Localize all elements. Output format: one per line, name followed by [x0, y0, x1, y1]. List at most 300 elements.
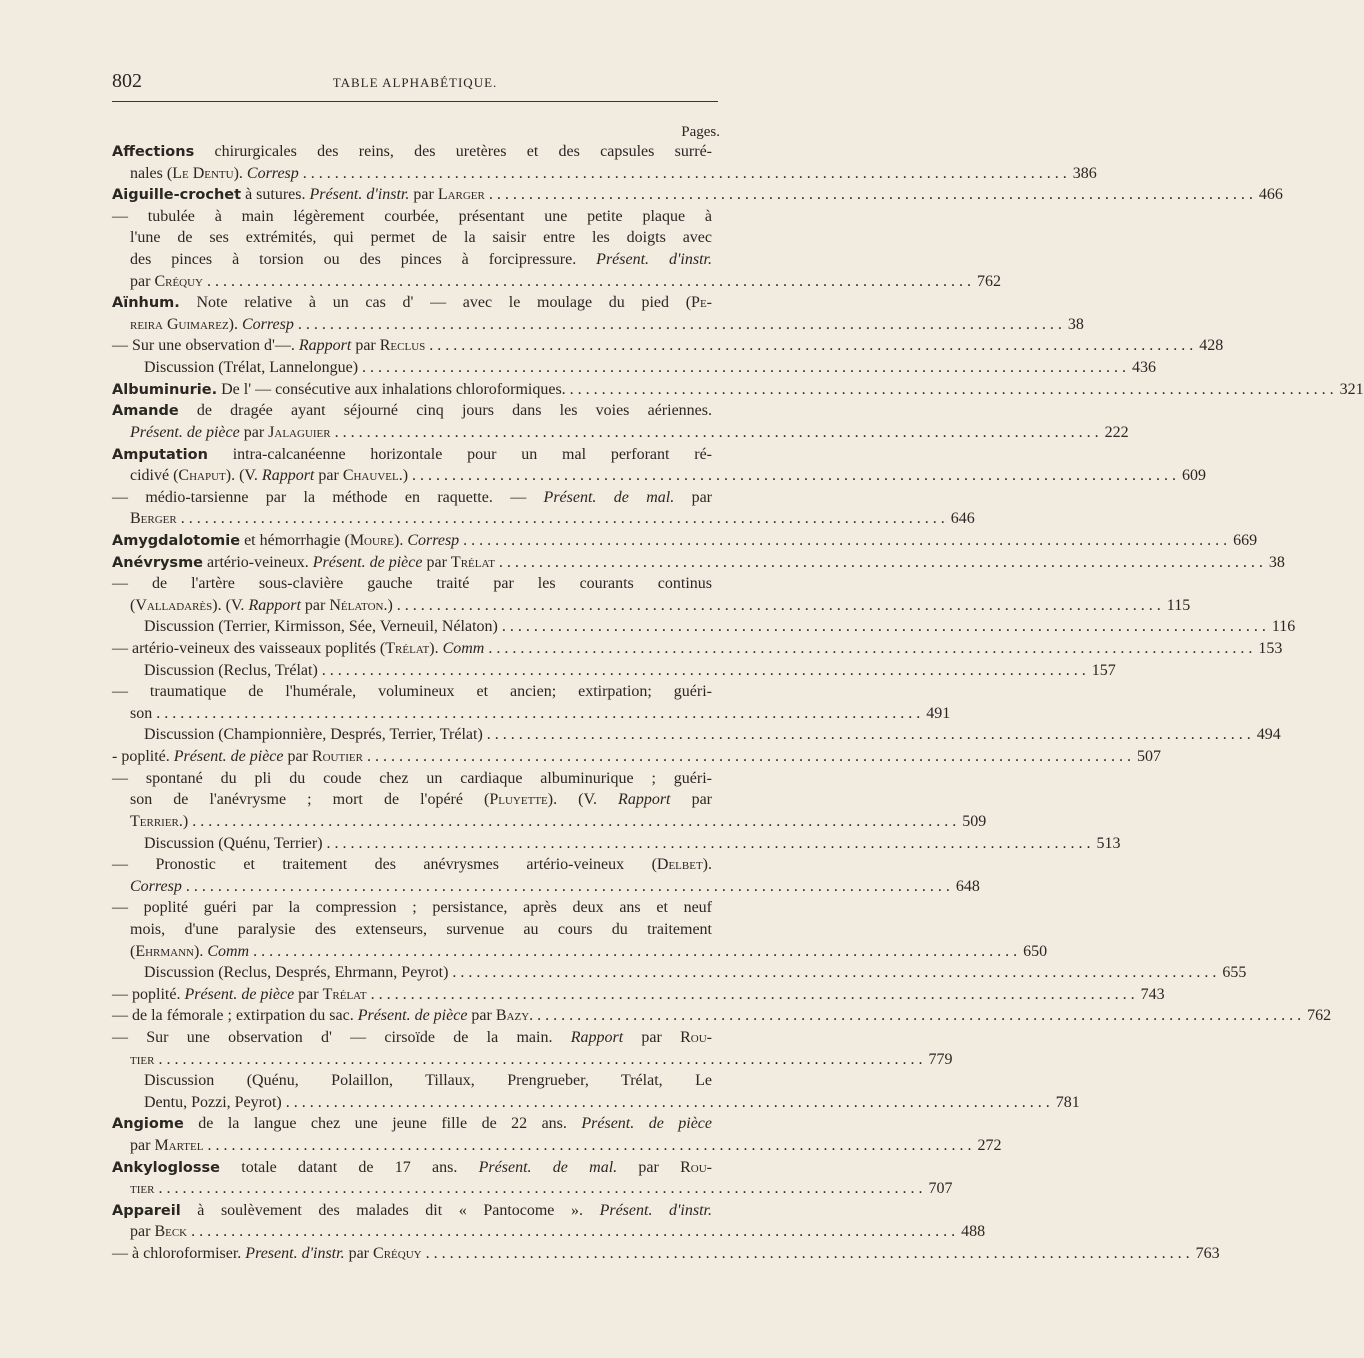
- index-entries: [112, 141, 1364, 1265]
- author-name: Pluyette: [489, 791, 548, 809]
- entry-text: — traumatique de l'humérale, volumineux et ancien; extirpation; guéri-: [112, 683, 712, 701]
- pages-column-label: Pages.: [681, 124, 720, 140]
- author-name: Rou-: [680, 1028, 712, 1046]
- index-line-text: [112, 1027, 712, 1049]
- entry-text: intra-calcanéenne horizontale pour un mal perforant ré-: [207, 445, 712, 463]
- dot-leader: [425, 335, 1193, 357]
- index-line-text: [130, 227, 712, 249]
- page-reference: 488: [961, 1223, 986, 1241]
- index-line: [112, 552, 1285, 574]
- entry-text: par: [623, 1028, 681, 1046]
- index-line-text: [130, 876, 182, 898]
- index-line: [112, 184, 1283, 206]
- author-name: (Valladarès: [130, 596, 213, 614]
- index-line-text: [112, 184, 485, 207]
- entry-text: par: [670, 791, 712, 809]
- entry-text: ).: [194, 942, 208, 960]
- author-name: Chaput: [178, 467, 226, 485]
- index-line: [112, 573, 712, 595]
- entry-headword: Amande: [112, 403, 179, 420]
- dot-leader: [154, 1049, 922, 1071]
- entry-text: par: [130, 272, 155, 290]
- index-line: [112, 1200, 712, 1222]
- entry-text: par: [294, 985, 323, 1003]
- page-reference: 153: [1258, 640, 1283, 658]
- page-reference: 507: [1136, 748, 1161, 766]
- entry-headword: Appareil: [112, 1202, 181, 1219]
- entry-text: par: [617, 1158, 681, 1176]
- entry-headword: Amygdalotomie: [112, 532, 241, 549]
- index-line: [112, 1157, 712, 1179]
- entry-text: Discussion (Reclus, Trélat): [144, 661, 318, 679]
- index-line: [112, 530, 1258, 552]
- page-reference: 157: [1091, 661, 1116, 679]
- entry-text: — poplité guéri par la compression ; persistance, après deux ans et neuf: [112, 899, 712, 917]
- index-line: [112, 681, 712, 703]
- entry-text: par: [300, 596, 330, 614]
- index-line: [112, 206, 712, 228]
- dot-leader: [485, 184, 1253, 206]
- page-reference: 648: [955, 877, 980, 895]
- index-line: [112, 724, 1281, 746]
- dot-leader: [484, 638, 1252, 660]
- entry-text: Discussion (Championnière, Després, Terrier, Trélat): [144, 726, 483, 744]
- index-line-text: [112, 1243, 422, 1265]
- entry-text: par: [130, 1137, 155, 1155]
- index-line: [112, 897, 712, 919]
- page-reference: 38: [1268, 553, 1285, 571]
- entry-text: par: [283, 748, 312, 766]
- dot-leader: [249, 941, 1017, 963]
- index-line-text: [112, 335, 425, 357]
- index-line: [112, 335, 1224, 357]
- entry-text: — Sur une observation d'—.: [112, 337, 299, 355]
- entry-type: Rapport: [298, 337, 352, 355]
- index-line-text: [130, 465, 408, 487]
- page-reference: 509: [962, 812, 987, 830]
- index-line-text: [112, 746, 363, 768]
- index-line: [112, 768, 712, 790]
- entry-headword: Angiome: [112, 1116, 184, 1133]
- index-line: [112, 1243, 1220, 1265]
- entry-text: par: [351, 337, 380, 355]
- dot-leader: [358, 357, 1126, 379]
- index-line: [112, 249, 712, 271]
- page-reference: 466: [1258, 186, 1283, 204]
- index-line: [112, 746, 1161, 768]
- entry-text: Note relative à un cas d' — avec le moulage du pied (: [179, 294, 692, 312]
- dot-leader: [495, 552, 1263, 574]
- author-name: Le Dentu: [172, 164, 234, 182]
- index-line-text: [112, 984, 367, 1006]
- entry-type: Rapport: [261, 467, 315, 485]
- author-name: Pe-: [691, 294, 712, 312]
- index-line-text: [112, 292, 712, 315]
- index-line: [112, 984, 1165, 1006]
- index-line: [112, 465, 1207, 487]
- index-line: [112, 1092, 1080, 1114]
- index-line: [112, 941, 1048, 963]
- dot-leader: [459, 530, 1227, 552]
- entry-type: Corresp: [242, 315, 294, 333]
- index-line-text: [144, 962, 448, 984]
- dot-leader: [448, 962, 1216, 984]
- entry-text: par: [674, 488, 712, 506]
- entry-text: à soulèvement des malades dit « Pantocome ».: [180, 1201, 600, 1219]
- entry-text: artério-veineux.: [203, 553, 313, 571]
- index-line: [112, 616, 1296, 638]
- index-line-text: [130, 595, 393, 617]
- page-reference: 38: [1067, 315, 1084, 333]
- entry-text: nales (: [130, 164, 173, 182]
- index-line-text: [130, 703, 152, 725]
- entry-text: ).: [429, 640, 443, 658]
- index-line: [112, 1005, 1332, 1027]
- index-line-text: [144, 724, 483, 746]
- entry-type: Rapport: [618, 791, 671, 809]
- index-line: [112, 1178, 953, 1200]
- page-reference: 491: [926, 704, 951, 722]
- entry-text: — Sur une observation d' — cirsoïde de la main.: [112, 1028, 571, 1046]
- author-name: Terrier: [130, 812, 179, 830]
- index-line: [112, 638, 1283, 660]
- running-title: TABLE ALPHABÉTIQUE.: [332, 75, 498, 90]
- entry-type: Présent. de pièce: [173, 748, 284, 766]
- entry-type: Corresp: [246, 164, 299, 182]
- page-reference: 781: [1055, 1093, 1080, 1111]
- index-line: [112, 444, 712, 466]
- index-line: [112, 357, 1157, 379]
- entry-type: Present. d'instr.: [245, 1245, 345, 1263]
- author-name: Trélat: [385, 640, 430, 658]
- author-name: (Ehrmann: [130, 942, 194, 960]
- entry-headword: Aïnhum.: [112, 295, 180, 312]
- author-name: Beck: [154, 1223, 188, 1241]
- entry-text: Discussion (Quénu, Terrier): [144, 834, 323, 852]
- dot-leader: [422, 1243, 1190, 1265]
- index-line-text: [112, 638, 484, 660]
- entry-type: Comm: [207, 942, 250, 960]
- dot-leader: [282, 1092, 1050, 1114]
- index-line-text: [112, 400, 712, 423]
- page-reference: 116: [1271, 618, 1296, 636]
- entry-type: Corresp: [407, 531, 460, 549]
- index-line: [112, 1070, 712, 1092]
- entry-text: ).: [233, 164, 247, 182]
- entry-headword: Affections: [112, 144, 195, 160]
- entry-text: de dragée ayant séjourné cinq jours dans les voies aériennes.: [178, 402, 712, 420]
- index-line-text: [144, 616, 498, 638]
- index-line: [112, 1113, 712, 1135]
- index-line: [112, 1049, 953, 1071]
- index-line-text: [144, 660, 318, 682]
- page-reference: 494: [1256, 726, 1281, 744]
- index-line: [112, 487, 712, 509]
- entry-text: totale datant de 17 ans.: [219, 1158, 479, 1176]
- entry-type: Rapport: [248, 596, 301, 614]
- index-line-text: [112, 552, 495, 575]
- dot-leader: [182, 876, 950, 898]
- entry-type: Présent. de pièce: [357, 1007, 468, 1025]
- dot-leader: [367, 984, 1135, 1006]
- index-line: [112, 163, 1097, 185]
- entry-text: ).: [228, 315, 242, 333]
- index-line-text: [130, 249, 712, 271]
- author-name: Trélat: [450, 553, 495, 571]
- entry-text: — Pronostic et traitement des anévrysmes artério-veineux (: [112, 856, 657, 874]
- entry-text: — à chloroformiser.: [112, 1245, 246, 1263]
- dot-leader: [408, 465, 1176, 487]
- index-line-text: [112, 681, 712, 703]
- author-name: Moure: [349, 531, 394, 549]
- entry-type: Comm: [442, 640, 485, 658]
- page-reference: 428: [1199, 337, 1224, 355]
- index-line-text: [112, 1005, 533, 1027]
- author-name: Créquy: [154, 272, 203, 290]
- page-reference: 743: [1140, 985, 1165, 1003]
- page-reference: 650: [1023, 942, 1048, 960]
- page-reference: 513: [1096, 834, 1121, 852]
- index-line-text: [130, 1049, 154, 1071]
- entry-text: chirurgicales des reins, des uretères et des capsules surré-: [194, 143, 712, 160]
- entry-text: par: [344, 1245, 374, 1263]
- index-line-text: [144, 833, 323, 855]
- author-name: Berger: [130, 510, 177, 528]
- entry-text: Dentu, Pozzi, Peyrot): [144, 1093, 282, 1111]
- page-reference: 609: [1182, 467, 1207, 485]
- entry-text: — artério-veineux des vaisseaux poplités (: [112, 640, 386, 658]
- entry-type: Présent. de pièce: [581, 1115, 712, 1133]
- entry-text: — tubulée à main légèrement courbée, présentant une petite plaque à: [112, 207, 712, 225]
- index-line: [112, 595, 1191, 617]
- entry-text: par: [239, 423, 269, 441]
- entry-text: .: [529, 1007, 534, 1025]
- entry-headword: Aiguille-crochet: [112, 187, 242, 204]
- entry-type: Présent. de mal.: [478, 1158, 618, 1176]
- entry-type: Présent. d'instr.: [596, 251, 712, 269]
- entry-type: Présent. de pièce: [312, 553, 423, 571]
- index-line: [112, 811, 987, 833]
- entry-text: son: [130, 704, 153, 722]
- entry-text: l'une de ses extrémités, qui permet de la saisir entre les doigts avec: [130, 229, 712, 247]
- index-line-text: [112, 141, 712, 164]
- index-line: [112, 660, 1116, 682]
- entry-text: de la langue chez une jeune fille de 22 ans.: [183, 1115, 582, 1133]
- index-line-text: [130, 422, 331, 444]
- dot-leader: [154, 1178, 922, 1200]
- page-number: 802: [112, 70, 142, 92]
- entry-text: De l' — consécutive aux inhalations chloroformiques.: [217, 380, 566, 398]
- author-name: reira Guimarez: [130, 315, 229, 333]
- dot-leader: [299, 163, 1067, 185]
- author-name: Martel: [154, 1137, 204, 1155]
- index-line: [112, 379, 1364, 401]
- entry-text: par: [130, 1223, 155, 1241]
- page-reference: 763: [1195, 1245, 1220, 1263]
- author-name: Chauvel: [342, 467, 399, 485]
- index-line: [112, 422, 1129, 444]
- page-reference: 222: [1104, 423, 1129, 441]
- index-line-text: [130, 941, 249, 963]
- entry-text: — spontané du pli du coude chez un cardiaque albuminurique ; guéri-: [112, 769, 712, 787]
- entry-text: à sutures.: [241, 186, 310, 204]
- entry-headword: Anévrysme: [112, 554, 204, 571]
- dot-leader: [566, 379, 1334, 401]
- index-line-text: [130, 919, 712, 941]
- page-reference: 272: [977, 1137, 1002, 1155]
- entry-headword: Albuminurie.: [112, 381, 218, 398]
- dot-leader: [393, 595, 1161, 617]
- entry-type: Présent. de mal.: [543, 488, 675, 506]
- entry-text: .): [383, 596, 393, 614]
- index-line: [112, 854, 712, 876]
- author-name: Delbet: [656, 856, 703, 874]
- author-name: Rou-: [680, 1158, 713, 1176]
- entry-text: son de l'anévrysme ; mort de l'opéré (: [130, 791, 490, 809]
- index-line-text: [112, 487, 712, 509]
- index-line: [112, 400, 712, 422]
- index-line: [112, 1135, 1002, 1157]
- entry-text: .): [178, 812, 189, 830]
- entry-text: par: [467, 1007, 496, 1025]
- page-reference: 762: [1307, 1007, 1332, 1025]
- dot-leader: [294, 314, 1062, 336]
- page-reference: 707: [928, 1180, 953, 1198]
- page-reference: 669: [1233, 531, 1258, 549]
- page-reference: 115: [1166, 596, 1191, 614]
- entry-text: ). (V.: [547, 791, 619, 809]
- index-line-text: [112, 897, 712, 919]
- entry-text: — de l'artère sous-clavière gauche traité par les courants continus: [112, 575, 712, 593]
- index-line: [112, 1221, 986, 1243]
- author-name: Larger: [437, 186, 485, 204]
- entry-text: .): [398, 467, 409, 485]
- running-header: [112, 70, 718, 96]
- page-reference: 436: [1132, 359, 1157, 377]
- index-line-text: [112, 573, 712, 595]
- index-line-text: [130, 314, 294, 336]
- page-reference: 655: [1222, 964, 1247, 982]
- entry-type: Rapport: [570, 1028, 624, 1046]
- author-name: Créquy: [373, 1245, 422, 1263]
- entry-type: Présent. de pièce: [130, 423, 240, 441]
- entry-text: — de la fémorale ; extirpation du sac.: [112, 1007, 358, 1025]
- author-name: tier: [130, 1180, 155, 1198]
- index-line: [112, 833, 1121, 855]
- author-name: tier: [130, 1050, 155, 1068]
- index-line: [112, 962, 1247, 984]
- dot-leader: [177, 508, 945, 530]
- index-line: [112, 1027, 712, 1049]
- index-line-text: [112, 1157, 712, 1180]
- entry-text: — médio-tarsienne par la méthode en raquette. —: [112, 488, 544, 506]
- index-line: [112, 508, 975, 530]
- entry-type: Corresp: [130, 877, 182, 895]
- index-line-text: [112, 379, 566, 402]
- index-line-text: [112, 444, 712, 467]
- index-line-text: [144, 357, 358, 379]
- index-line-text: [112, 854, 712, 876]
- dot-leader: [203, 1135, 971, 1157]
- entry-text: Discussion (Trélat, Lannelongue): [144, 359, 359, 377]
- entry-text: ).: [393, 531, 408, 549]
- entry-text: Discussion (Terrier, Kirmisson, Sée, Verneuil, Nélaton): [144, 618, 498, 636]
- entry-text: par: [422, 553, 451, 571]
- index-line: [112, 141, 712, 163]
- index-line-text: [130, 789, 712, 811]
- index-line-text: [130, 811, 188, 833]
- author-name: Nélaton: [329, 596, 384, 614]
- entry-type: Présent. d'instr.: [599, 1201, 713, 1219]
- dot-leader: [187, 1221, 955, 1243]
- dot-leader: [152, 703, 920, 725]
- entry-text: - poplité.: [112, 748, 174, 766]
- index-line-text: [130, 271, 203, 293]
- index-line-text: [130, 508, 177, 530]
- dot-leader: [483, 724, 1251, 746]
- entry-text: — poplité.: [112, 985, 185, 1003]
- index-line-text: [112, 1200, 712, 1223]
- entry-text: par: [409, 186, 438, 204]
- index-line-text: [130, 1221, 187, 1243]
- dot-leader: [188, 811, 956, 833]
- index-line-text: [144, 1070, 712, 1092]
- page-reference: 386: [1072, 164, 1097, 182]
- entry-text: Discussion (Reclus, Després, Ehrmann, Peyrot): [144, 964, 449, 982]
- entry-headword: Amputation: [112, 446, 208, 463]
- author-name: Routier: [311, 748, 363, 766]
- dot-leader: [331, 422, 1099, 444]
- entry-text: par: [314, 467, 343, 485]
- author-name: Jalaguier: [268, 423, 331, 441]
- entry-text: des pinces à torsion ou des pinces à forcipressure.: [130, 251, 597, 269]
- dot-leader: [203, 271, 971, 293]
- index-line-text: [112, 530, 459, 553]
- index-line: [112, 314, 1084, 336]
- index-line-text: [130, 1135, 203, 1157]
- dot-leader: [318, 660, 1086, 682]
- page-reference: 779: [928, 1050, 953, 1068]
- entry-text: Discussion (Quénu, Polaillon, Tillaux, Prengrueber, Trélat, Le: [144, 1072, 712, 1090]
- index-line: [112, 271, 1001, 293]
- entry-text: ). (V.: [225, 467, 262, 485]
- page-reference: 762: [977, 272, 1001, 290]
- dot-leader: [533, 1005, 1301, 1027]
- entry-text: ).: [702, 856, 712, 874]
- author-name: Reclus: [379, 337, 426, 355]
- index-line: [112, 703, 951, 725]
- author-name: Bazy: [495, 1007, 530, 1025]
- index-line: [112, 876, 980, 898]
- index-line-text: [130, 1178, 154, 1200]
- index-line: [112, 292, 712, 314]
- dot-leader: [323, 833, 1091, 855]
- index-line: [112, 789, 712, 811]
- page-reference: 646: [950, 510, 975, 528]
- entry-text: cidivé (: [130, 467, 179, 485]
- index-line-text: [112, 768, 712, 790]
- index-line-text: [130, 163, 299, 185]
- page-reference: 321: [1339, 380, 1364, 398]
- entry-text: ). (V.: [212, 596, 249, 614]
- index-line-text: [112, 1113, 712, 1136]
- index-line-text: [144, 1092, 282, 1114]
- entry-text: mois, d'une paralysie des extenseurs, survenue au cours du traitement: [130, 920, 712, 938]
- entry-type: Présent. d'instr.: [309, 186, 410, 204]
- entry-text: et hémorrhagie (: [240, 531, 350, 549]
- header-rule: [112, 101, 718, 102]
- index-line: [112, 919, 712, 941]
